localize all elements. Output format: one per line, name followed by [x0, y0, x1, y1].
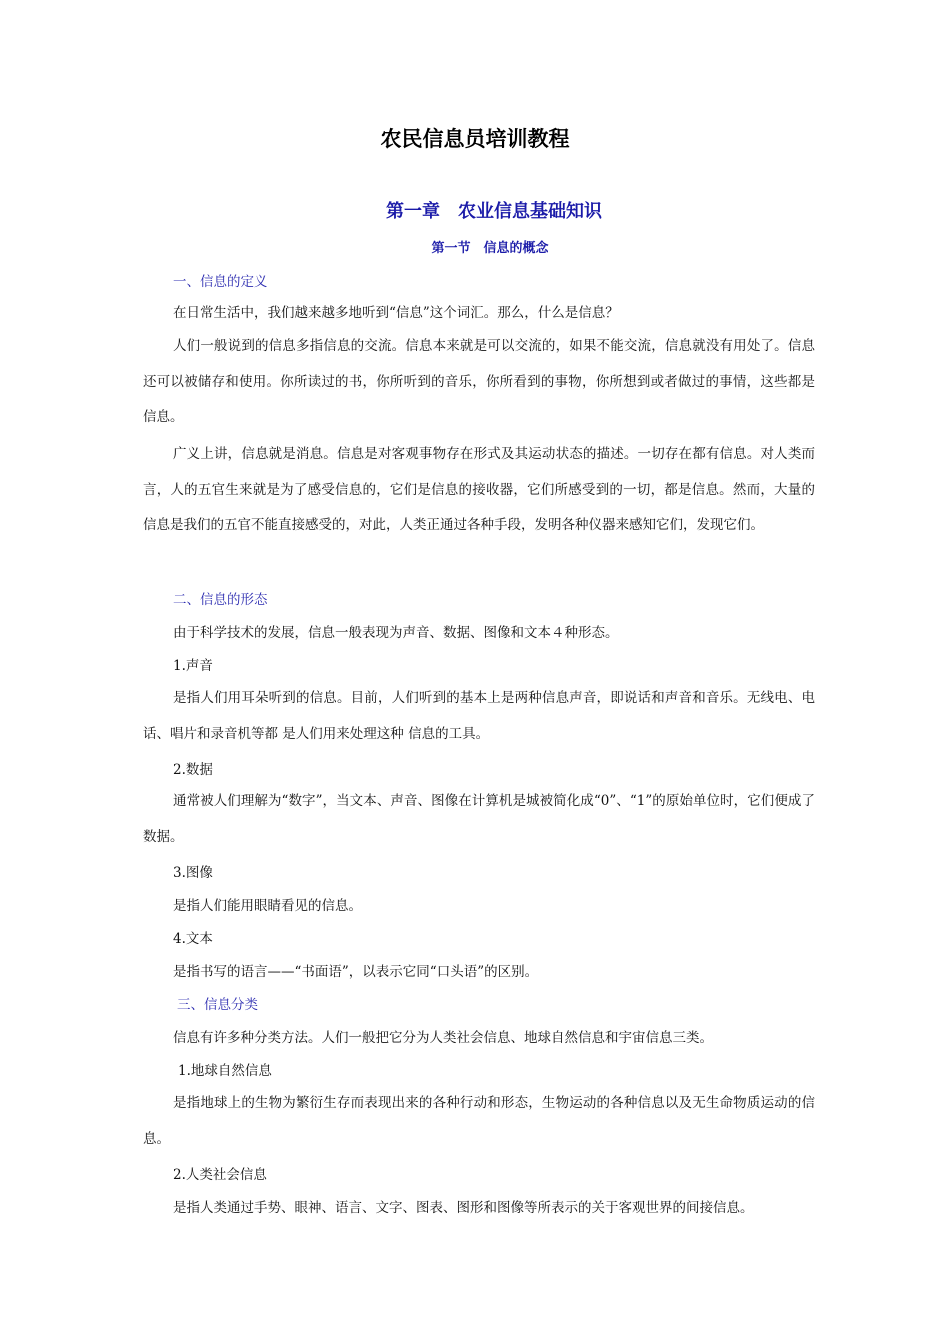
list-item-title: 2.人类社会信息	[173, 1167, 267, 1183]
list-item-title: 1.地球自然信息	[178, 1063, 272, 1079]
list-item-title: 3.图像	[173, 865, 213, 881]
paragraph: 是指人类通过手势、眼神、语言、文字、图表、图形和图像等所表示的关于客观世界的间接信息。	[173, 1200, 754, 1216]
paragraph: 信息有许多种分类方法。人们一般把它分为人类社会信息、地球自然信息和宇宙信息三类。	[173, 1030, 713, 1046]
heading-definition: 一、信息的定义	[173, 274, 268, 290]
paragraph: 人们一般说到的信息多指信息的交流。信息本来就是可以交流的，如果不能交流，信息就没有用处了。信息还可以被储存和使用。你所读过的书，你所听到的音乐，你所看到的事物，你所想到或者做过的事情，这些都是信息。	[143, 338, 815, 425]
paragraph: 通常被人们理解为“数字”，当文本、声音、图像在计算机是城被简化成“0”、“1”的原始单位时，它们便成了数据。	[143, 793, 815, 845]
heading-classification: 三、信息分类	[177, 997, 258, 1013]
document-title: 农民信息员培训教程	[380, 127, 570, 151]
heading-forms: 二、信息的形态	[173, 592, 268, 608]
section-title: 第一节 信息的概念	[431, 241, 549, 256]
paragraph: 由于科学技术的发展，信息一般表现为声音、数据、图像和文本４种形态。	[173, 625, 619, 641]
list-item-title: 2.数据	[173, 762, 213, 778]
paragraph: 是指书写的语言——“书面语”，以表示它同“口头语”的区别。	[173, 964, 539, 980]
paragraph: 是指地球上的生物为繁衍生存而表现出来的各种行动和形态，生物运动的各种信息以及无生命物质运动的信息。	[143, 1095, 815, 1147]
list-item-title: 1.声音	[173, 658, 213, 674]
paragraph: 是指人们能用眼睛看见的信息。	[173, 898, 362, 914]
paragraph: 是指人们用耳朵听到的信息。目前，人们听到的基本上是两种信息声音，即说话和声音和音乐。无线电、电话、唱片和录音机等都 是人们用来处理这种 信息的工具。	[143, 690, 815, 742]
paragraph: 广义上讲，信息就是消息。信息是对客观事物存在形式及其运动状态的描述。一切存在都有信息。对人类而言，人的五官生来就是为了感受信息的，它们是信息的接收器，它们所感受到的一切，都是信息。然而，大量的信息是我们的五官不能直接感受的，对此，人类正通过各种手段，发明各种仪器来感知它们，发现它们。	[143, 446, 815, 533]
chapter-title: 第一章 农业信息基础知识	[386, 201, 602, 222]
paragraph: 在日常生活中，我们越来越多地听到“信息”这个词汇。那么，什么是信息？	[173, 305, 619, 321]
list-item-title: 4.文本	[173, 931, 213, 947]
